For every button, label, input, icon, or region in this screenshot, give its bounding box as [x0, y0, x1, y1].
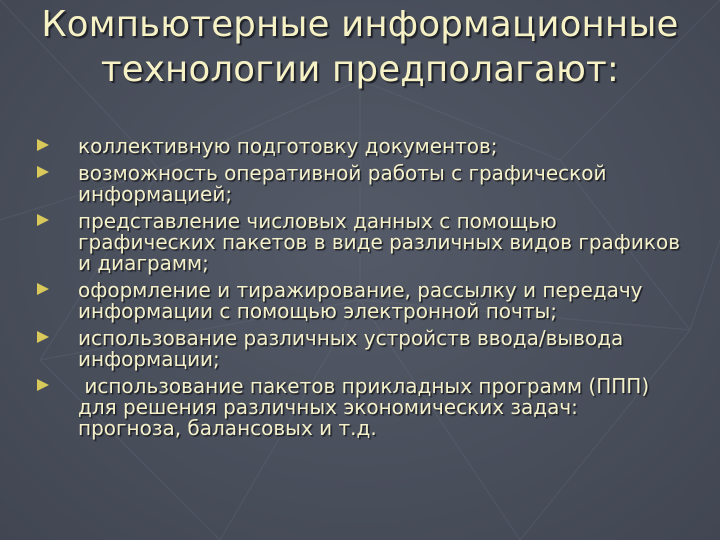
bullet-text: оформление и тиражирование, рассылку и передачу информации с помощью электронной почты;	[78, 278, 643, 323]
triangle-right-icon	[36, 282, 50, 296]
triangle-right-icon	[36, 138, 50, 152]
bullet-item	[36, 376, 686, 439]
bullet-item	[36, 211, 686, 274]
triangle-right-icon	[36, 213, 50, 227]
bullet-item	[36, 136, 686, 157]
bullet-text: использование пакетов прикладных программ (ППП) для решения различных экономических задач: прогноза, балансовых и т.д.	[78, 374, 656, 440]
slide-title: Компьютерные информационные технологии предполагают:	[41, 4, 679, 90]
bullet-text: возможность оперативной работы с графической информацией;	[78, 161, 607, 206]
triangle-right-icon	[36, 165, 50, 179]
triangle-right-icon	[36, 378, 50, 392]
bullet-list	[36, 136, 686, 445]
bullet-text: представление числовых данных с помощью графических пакетов в виде различных видов графиков и диаграмм;	[78, 209, 681, 275]
bullet-item	[36, 280, 686, 322]
bullet-item	[36, 163, 686, 205]
bullet-text: использование различных устройств ввода/вывода информации;	[78, 326, 624, 371]
bullet-item	[36, 328, 686, 370]
triangle-right-icon	[36, 330, 50, 344]
bullet-text: коллективную подготовку документов;	[78, 134, 498, 158]
